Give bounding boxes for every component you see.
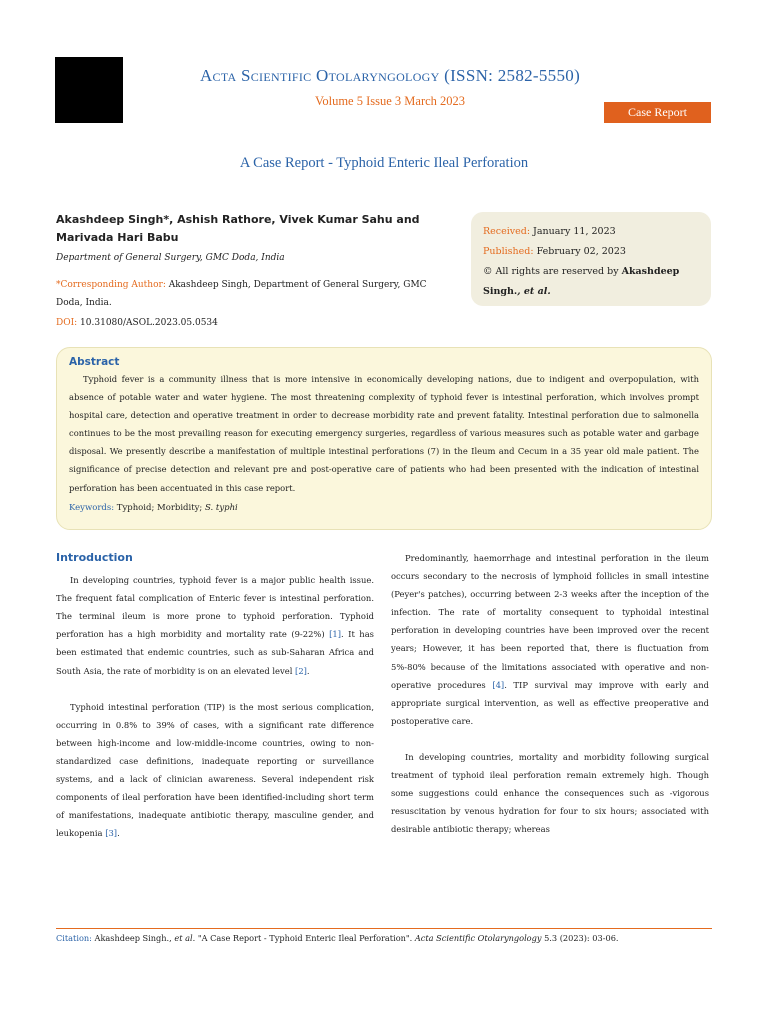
ref-link-3[interactable]: [3]: [105, 828, 118, 839]
ref-link-1[interactable]: [1]: [329, 629, 341, 640]
intro-p1-text-c: .: [306, 665, 310, 676]
right-column: [391, 549, 709, 856]
citation-authors: Akashdeep Singh.,: [91, 933, 175, 943]
ref-link-4[interactable]: [4]: [492, 679, 505, 690]
rights-suffix: , et al.: [517, 286, 551, 297]
citation-label: Citation:: [56, 933, 92, 943]
abstract-heading: Abstract: [69, 356, 120, 368]
corresponding-label: *Corresponding Author:: [56, 280, 166, 290]
author-list: Akashdeep Singh*, Ashish Rathore, Vivek Kumar Sahu and Marivada Hari Babu: [56, 213, 420, 244]
published-date: [483, 242, 699, 262]
left-column: [56, 549, 374, 860]
keywords-label: Keywords:: [69, 502, 115, 513]
intro-p2-text-a: Typhoid intestinal perforation (TIP) is the most serious complication, occurring in 0.8% to 39% of cases, with a significant rate difference between high-income and low-middle-income countries, owing to non-standardized case definitions, inadequate reporting or surveillance systems, and a lack of clinician awareness. Several independent risk components of ileal perforation have been identified-including short term of manifestations, inadequate antibiotic therapy, masculine gender, and leukopenia: [56, 701, 374, 839]
corresponding-author: [56, 276, 456, 312]
affiliation: Department of General Surgery, GMC Doda, India: [56, 253, 285, 263]
citation-journal: Acta Scientific Otolaryngology: [414, 933, 542, 943]
article-title: A Case Report - Typhoid Enteric Ileal Perforation: [239, 155, 529, 171]
intro-p1-text-b: . It has been estimated that endemic countries, such as sub-Saharan Africa and South Asia, the rate of morbidity is on an elevated level: [56, 629, 374, 676]
journal-title: Acta Scientific Otolaryngology (ISSN: 2582-5550): [199, 66, 581, 85]
keywords-italic: S. typhi: [205, 502, 238, 513]
footer-divider: [56, 928, 712, 929]
doi[interactable]: [56, 318, 218, 328]
introduction-heading: Introduction: [56, 551, 133, 564]
rights-name: Akashdeep Singh.: [483, 266, 680, 297]
intro-paragraph-1: [56, 571, 374, 680]
right-paragraph-1: [391, 549, 709, 730]
abstract-box: [56, 347, 712, 530]
right-p1-text-a: Predominantly, haemorrhage and intestinal perforation in the ileum occurs secondary to the necrosis of lymphoid follicles in small intestine (Peyer's patches), occurring between 2-3 weeks after the inception of the infection. The rate of mortality consequent to typhoidal intestinal perforation in developing countries have been improved over the recent years; However, it has been reported that, there is fluctuation from 5%-80% because of the limitations associated with operative and non-operative procedures: [391, 553, 709, 690]
abstract-text: Typhoid fever is a community illness that is more intensive in economically developing nations, due to indigent and overpopulation, with absence of potable water and water hygiene. The most threatening complexity of typhoid fever is intestinal perforation, which involves prompt hospital care, detection and operative treatment in order to decrease morbidity rate and prevent fatality. Intestinal perforation due to salmonella continues to be the most prevailing reason for executing emergency surgeries, regardless of various measures such as potable water and garbage disposal. We presently describe a manifestation of multiple intestinal perforations (7) in the Ileum and Cecum in a 35 year old male patient. The significance of precise detection and relevant pre and post-operative care of patients who had been presented with the indication of intestinal perforation has been accentuated in this case report.: [69, 374, 699, 493]
dates-box: [471, 212, 711, 306]
article-type-badge: Case Report: [604, 102, 711, 123]
doi-value[interactable]: 10.31080/ASOL.2023.05.0534: [77, 318, 218, 328]
corresponding-text: Akashdeep Singh, Department of General Surgery, GMC Doda, India.: [56, 280, 427, 308]
received-date: [483, 222, 699, 242]
right-paragraph-2: In developing countries, mortality and morbidity following surgical treatment of typhoid ileal perforation remain extremely high. Though some suggestions could enhance the consequences such as -vigorous resuscitation by venous hydration for four to six hours; associated with desirable antibiotic therapy; whereas: [391, 751, 709, 835]
copyright: [483, 262, 699, 302]
published-label: Published:: [483, 246, 534, 257]
citation-footer: [56, 933, 712, 943]
keywords-text: Typhoid; Morbidity;: [114, 502, 205, 513]
doi-label: DOI:: [56, 318, 78, 328]
right-p1-text-b: . TIP survival may improve with early and appropriate surgical intervention, as well as effective preoperative and postoperative care.: [391, 679, 710, 726]
intro-p2-text-b: .: [117, 828, 120, 839]
intro-paragraph-2: [56, 698, 374, 843]
rights-prefix: © All rights are reserved by: [483, 266, 622, 277]
citation-etal: et al.: [174, 933, 196, 943]
intro-p1-text-a: In developing countries, typhoid fever is a major public health issue. The frequent fatal complication of Enteric fever is intestinal perforation. The terminal ileum is more prone to typhoid perforation. Typhoid perforation has a high morbidity and mortality rate (9-22%): [56, 575, 374, 640]
citation-title: "A Case Report - Typhoid Enteric Ileal Perforation".: [195, 933, 415, 943]
published-value: February 02, 2023: [533, 246, 626, 257]
citation-volume: 5.3 (2023): 03-06.: [541, 933, 619, 943]
received-label: Received:: [483, 226, 531, 237]
volume-issue: Volume 5 Issue 3 March 2023: [314, 94, 466, 108]
keywords: [69, 503, 699, 513]
ref-link-2[interactable]: [2]: [295, 665, 307, 676]
received-value: January 11, 2023: [530, 226, 616, 237]
